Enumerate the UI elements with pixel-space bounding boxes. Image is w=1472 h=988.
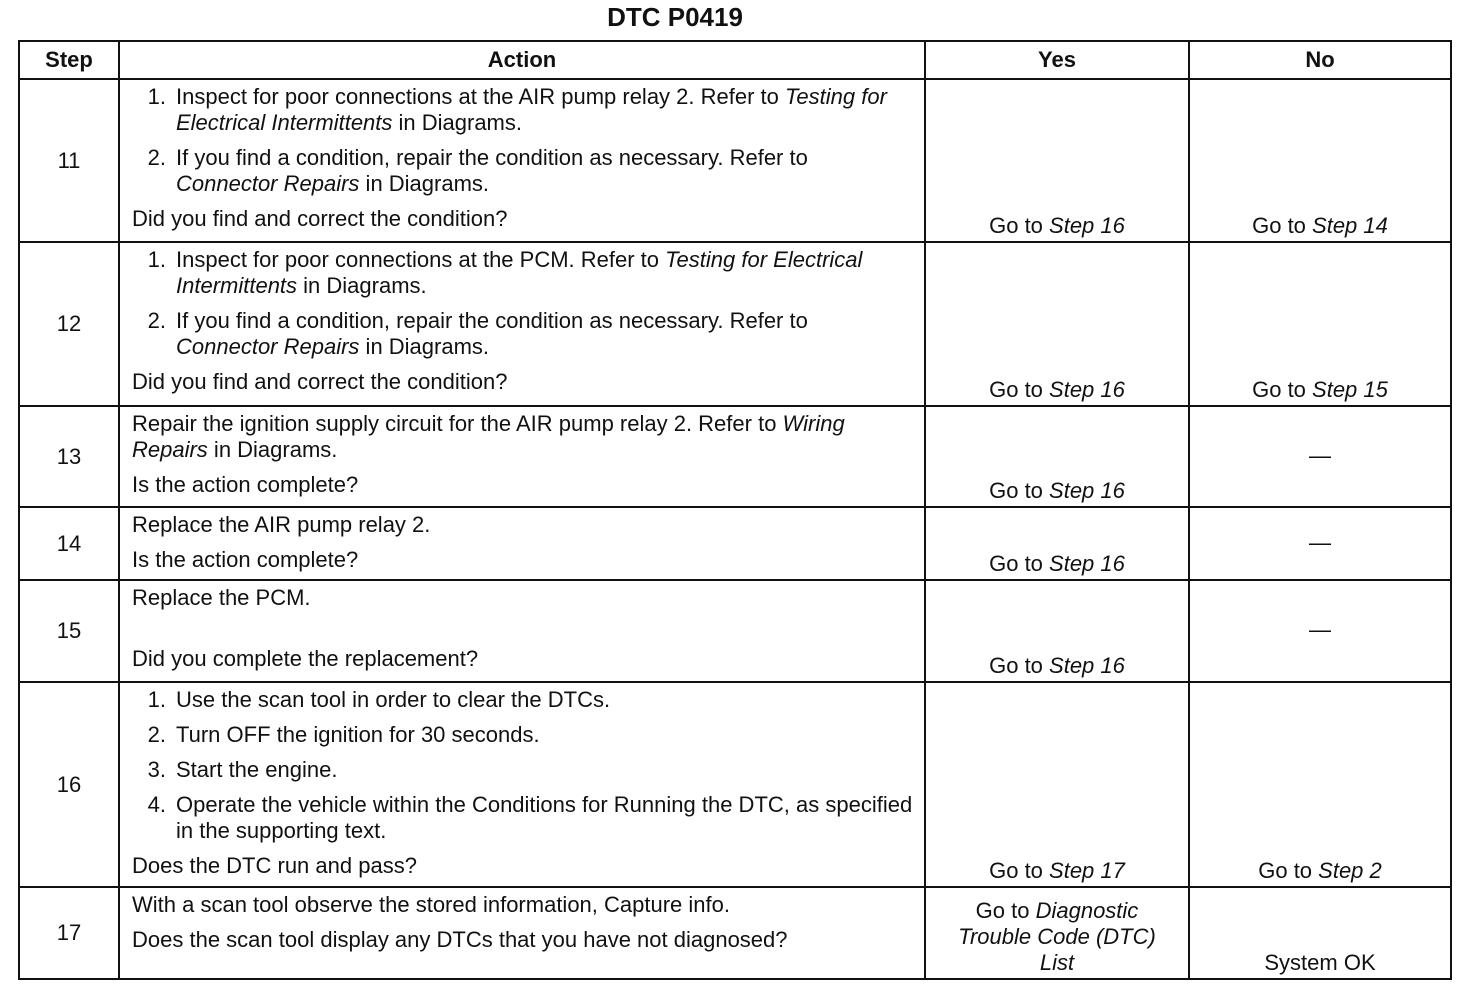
header-no: No — [1189, 41, 1451, 79]
no-result: — — [1189, 507, 1451, 580]
reference-link: Connector Repairs — [176, 334, 360, 359]
action-text: Replace the PCM. — [132, 585, 311, 610]
list-item: 4. Operate the vehicle within the Conditions for Running the DTC, as specified in the supporting text. — [147, 792, 913, 843]
step-number: 17 — [19, 887, 119, 979]
question: Does the scan tool display any DTCs that you have not diagnosed? — [132, 927, 788, 952]
question: Did you find and correct the condition? — [132, 369, 508, 394]
page-title: DTC P0419 — [607, 2, 743, 32]
step-number: 14 — [19, 507, 119, 580]
action-text: Replace the AIR pump relay 2. — [132, 512, 431, 537]
no-result: Go to Step 2 — [1189, 682, 1451, 887]
yes-result: Go to Step 16 — [925, 242, 1189, 406]
no-result: — — [1189, 580, 1451, 682]
table-row — [19, 682, 1451, 887]
reference-link: Testing for Electrical Intermittents — [176, 247, 863, 298]
table-row — [19, 406, 1451, 507]
action-cell — [119, 79, 925, 242]
yes-result: Go to Step 16 — [925, 406, 1189, 507]
question: Does the DTC run and pass? — [132, 853, 417, 878]
action-cell — [119, 887, 925, 979]
header-step: Step — [19, 41, 119, 79]
list-item: 2. Turn OFF the ignition for 30 seconds. — [147, 722, 540, 747]
reference-link: Connector Repairs — [176, 171, 360, 196]
header-yes: Yes — [925, 41, 1189, 79]
table-row — [19, 580, 1451, 682]
action-text: Repair the ignition supply circuit for the AIR pump relay 2. Refer to Wiring Repairs in Diagrams. — [132, 411, 845, 462]
step-number: 13 — [19, 406, 119, 507]
action-list — [132, 247, 914, 360]
no-result: — — [1189, 406, 1451, 507]
question: Is the action complete? — [132, 472, 359, 497]
no-result: System OK — [1189, 887, 1451, 979]
reference-link: Wiring Repairs — [132, 411, 845, 462]
action-cell — [119, 242, 925, 406]
yes-result: Go to Step 16 — [925, 507, 1189, 580]
step-number: 11 — [19, 79, 119, 242]
step-number: 12 — [19, 242, 119, 406]
action-list — [132, 687, 914, 844]
question: Did you find and correct the condition? — [132, 206, 508, 231]
action-list — [132, 84, 914, 197]
action-cell — [119, 682, 925, 887]
action-cell — [119, 507, 925, 580]
yes-result: Go to Step 16 — [925, 580, 1189, 682]
question: Did you complete the replacement? — [132, 646, 479, 671]
step-number: 15 — [19, 580, 119, 682]
yes-result: Go to Diagnostic Trouble Code (DTC) List — [925, 887, 1189, 979]
action-cell — [119, 580, 925, 682]
list-item: 2. If you find a condition, repair the condition as necessary. Refer to Connector Repairs in Diagrams. — [147, 145, 808, 196]
list-item: 1. Use the scan tool in order to clear the DTCs. — [147, 687, 611, 712]
diagnostic-table — [18, 40, 1452, 980]
header-row — [19, 41, 1451, 79]
list-item: 2. If you find a condition, repair the condition as necessary. Refer to Connector Repairs in Diagrams. — [147, 308, 808, 359]
no-result: Go to Step 15 — [1189, 242, 1451, 406]
step-number: 16 — [19, 682, 119, 887]
reference-link: Testing for Electrical Intermittents — [176, 84, 887, 135]
table-row — [19, 242, 1451, 406]
table-row — [19, 887, 1451, 979]
table-row — [19, 507, 1451, 580]
yes-result: Go to Step 16 — [925, 79, 1189, 242]
list-item: 1. Inspect for poor connections at the AIR pump relay 2. Refer to Testing for Electrical Intermittents in Diagrams. — [147, 84, 887, 135]
no-result: Go to Step 14 — [1189, 79, 1451, 242]
header-action: Action — [119, 41, 925, 79]
table-row — [19, 79, 1451, 242]
yes-result: Go to Step 17 — [925, 682, 1189, 887]
list-item: 1. Inspect for poor connections at the PCM. Refer to Testing for Electrical Intermittents in Diagrams. — [147, 247, 863, 298]
action-cell — [119, 406, 925, 507]
action-text: With a scan tool observe the stored information, Capture info. — [132, 892, 730, 917]
question: Is the action complete? — [132, 547, 359, 572]
list-item: 3. Start the engine. — [147, 757, 338, 782]
